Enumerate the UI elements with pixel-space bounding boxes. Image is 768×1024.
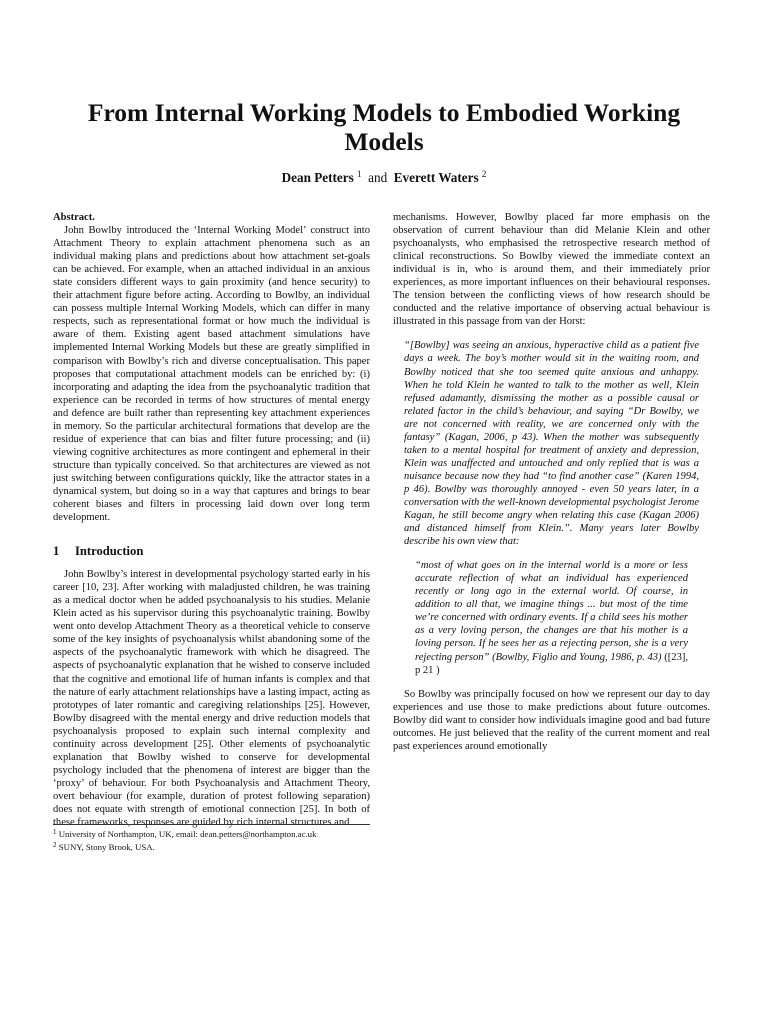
left-column [53,211,370,829]
footnote-text: University of Northampton, UK, email: dean.petters@northampton.ac.uk [58,829,317,839]
author-name: Dean Petters [281,170,354,185]
abstract-text: John Bowlby introduced the ‘Internal Working Model’ construct into Attachment Theory to explain attachment phenomena such as an individual making plans and predictions about how attachment set-goals can be achieved. For example, when an attached individual in an anxious state considers different ways to gain proximity (and hence security) to their attachment figure before acting. According to Bowlby, an individual can possess multiple Internal Working Models, which can differ in many respects, such as representational format or how much the individual is aware of them. Existing agent based attachment simulations have implemented Internal Working Models but these are greatly simplified in comparison with Bowlby’s rich and diverse conceptualisation. This paper proposes that computational attachment models can be enriched by: (i) incorporating and adapting the idea from the psychoanalytic tradition that experience can be recorded in terms of how structures of mental energy and defence are built rather than representing key attachment experiences in memory. So the particular architectural formations that develop are the residue of experience that can bias and filter future processing; and (ii) viewing cognitive architectures as more contingent and ephemeral in their structure than typically conceived. So that architectures are viewed as not just switching between configurations quickly, like the attractor states in a dynamical system, but doing so in a way that captures and brings to bear coherent biases and filters in processing laid down over long term development. [53,225,370,524]
footnote-mark: 2 [53,841,57,849]
abstract-heading: Abstract. [53,212,95,223]
body-paragraph-continued: mechanisms. However, Bowlby placed far more emphasis on the observation of current behaviour than did Melanie Klein and other psychoanalysts, who emphasised the retrospective research method of clinical reconstructions. So Bowlby viewed the immediate context an individual is in, who is around them, and their immediately prior experiences, as more important influences on their behavioural responses. The tension between the conflicting views of how research should be conducted and the relative importance of observing actual behaviour is illustrated in this passage from van der Horst: [393,212,710,328]
section-number: 1 [53,544,60,559]
footnote-mark: 1 [53,828,57,836]
footnote-text: SUNY, Stony Brook, USA. [58,842,155,852]
right-column [393,211,710,753]
body-paragraph: John Bowlby’s interest in developmental psychology started early in his career [10, 23]. After working with maladjusted children, he was training as a medical doctor when he added psychoanalysis to his studies. Melanie Klein acted as his supervisor during this psychoanalytic training. Bowlby went onto develop Attachment Theory as a theoretical vehicle to conserve some of the key insights of psychoanalysis whilst abandoning some of the aspects of the psychoanalytic framework with which he disagreed. The aspects of psychoanalytic explanation that he wished to conserve included that the cognitive and emotional life of human infants is complex and that the nature of early attachment relationships have a lasting impact, acting as prototypes of later romantic and caregiving relationships [25]. However, Bowlby disagreed with the mental energy and drive reduction models that psychoanalysis proposed to explain such internal complexity and continuity across development [25]. Other elements of psychoanalytic explanation that Bowlby wished to conserve for developmental psychology included that the phenomena of interest are bigger than the ‘proxy’ of behaviour. For both Psychoanalysis and Attachment Theory, overt behaviour (for example, duration of protest following separation) does not equate with strength of emotional connection [25]. In both of these frameworks, responses are guided by rich internal structures and [53,569,370,829]
quote-citation: ([23], p 21 ) [415,651,689,676]
footnote [53,840,370,853]
nested-quote-text: “most of what goes on in the internal world is a more or less accurate reflection of what an individual has experienced recently or long ago in the external world. Of course, in addition to all that, we imagine things ... but most of the time we’re concerned with ordinary events. If a child sees his mother as a very loving person, the changes are that his mother is a loving person. If he sees her as a rejecting person, she is a very rejecting person” (Bowlby, Figlio and Young, 1986, p. 43) [415,560,688,663]
paper-title: From Internal Working Models to Embodied Working Models [87,98,681,156]
footnotes [53,824,370,853]
affiliation-mark: 2 [481,169,487,179]
block-quote: “[Bowlby] was seeing an anxious, hyperactive child as a patient five days a week. The boy’s mother would sit in the waiting room, and Bowlby noticed that she too seemed quite anxious and unhappy. When he told Klein he wanted to talk to the mother as well, Klein refused adamantly, dismissing the mother as a possible causal or related factor in the child’s behaviour, and saying “Dr Bowlby, we are not concerned with reality, we are concerned only with the fantasy” (Kagan, 2006, p 43). When the mother was subsequently taken to a mental hospital for treatment of anxiety and depression, Klein was unaffected and untouched and only replied that is was a nuisance because now they had “to find another case” (Karen 1994, p 46). Bowlby was thoroughly annoyed - even 50 years later, in a conversation with the well-known developmental psychologist Jerome Kagan, he still become angry when relating this case (Kagan 2006) and distanced himself from Klein.”. Many years later Bowlby describe his own view that: [404,340,699,548]
body-paragraph: So Bowlby was principally focused on how we represent our day to day experiences and use those to make predictions about future outcomes. Bowlby did want to consider how individuals imagine good and bad future outcomes. He just believed that the reality of the current moment and real past experiences around emotionally [393,688,710,752]
author-separator: and [368,170,388,185]
section-title: Introduction [75,544,144,559]
affiliation-mark: 1 [357,169,362,179]
author-line [0,169,768,186]
footnote [53,827,370,840]
section-heading [53,544,370,559]
nested-quote [415,559,710,676]
author-name: Everett Waters [393,170,479,185]
